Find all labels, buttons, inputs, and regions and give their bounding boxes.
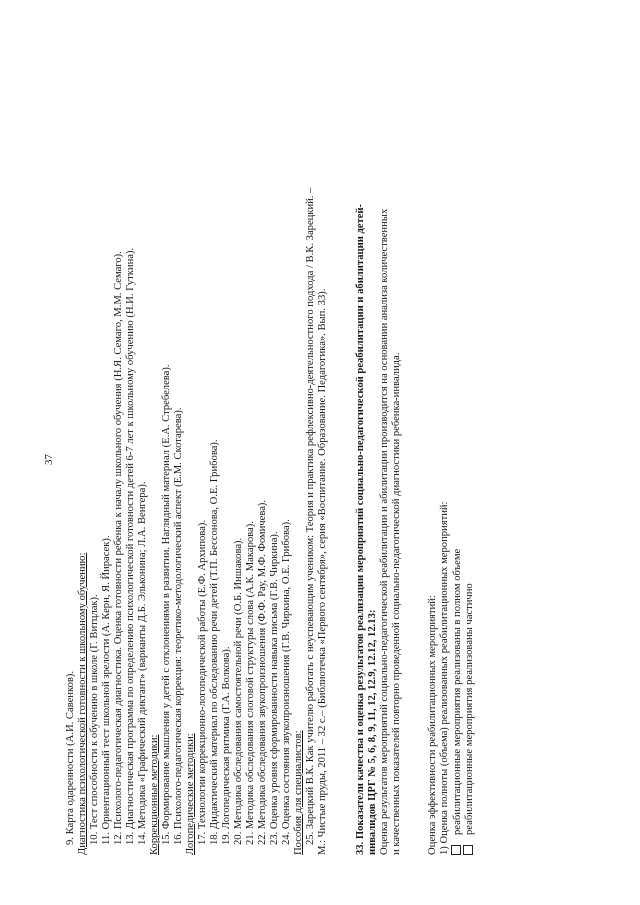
- list-item-22: 22. Методика обследования звукопроизношения (Ф.Ф. Рау, М.Ф. Фомичева).: [257, 499, 268, 845]
- list-item-13: 13. Диагностическая программа по определению психологической готовности детей 6-7 лет к школьному обучению (Н.И. Гуткина).: [125, 247, 136, 845]
- list-item-19: 19. Логопедическая ритмика (Г.А. Волкова).: [221, 646, 232, 845]
- list-item-21: 21. Методика обследования слоговой структуры слова (А.К. Макарова).: [245, 521, 256, 845]
- checkbox-label-partial: реабилитационные мероприятия реализованы частично: [464, 583, 475, 835]
- list-item-25: 25. Зарецкий В.К. Как учителю работать с неуспевающим учеником: Теория и практика рефлексивно-деятельностного подхода / В.К. Зарецкий. –: [305, 187, 316, 845]
- list-item-24: 24. Оценка состояния звукопроизношения (Г.В. Чиркина, О.Е. Грибова).: [281, 519, 292, 845]
- list-item-14: 14. Методика «Графический диктант» (варианты Д.Б. Эльконина; Л.А. Венгера).: [137, 481, 148, 845]
- section-33-title: 33. Показатели качества и оценка результатов реализации мероприятий социально-педагогической реабилитации и абилитации детей-: [355, 203, 366, 855]
- paragraph-assessment-continuation: и качественных показателей повторно проведенной социально-педагогической диагностики ребенка-инвалида.: [391, 352, 402, 855]
- checkbox-row-partial: [463, 583, 476, 855]
- checkbox-partial[interactable]: [463, 845, 473, 855]
- page-number: 37: [43, 454, 55, 465]
- list-item-16: 16. Психолого-педагогическая коррекция: теоретико-методологический аспект (Е.М. Скотарева).: [173, 407, 184, 845]
- list-item-17: 17. Технологии коррекционно-логопедической работы (Е.Ф. Архипова).: [197, 519, 208, 845]
- section-33-title-continuation: инвалидов ЦРГ № 5, 6, 8, 9, 11, 12, 12.9, 12.12, 12.13:: [367, 609, 378, 855]
- list-item-25-continuation: М.: Чистые пруды, 2011 – 32 с.– (Библиотечка «Первого сентября», серия «Воспитание. Образование. Педагогика». Вып. 33).: [317, 288, 328, 855]
- list-item-10: 10. Тест способности к обучению в школе (Г. Витцлак).: [89, 594, 100, 845]
- section-heading-correction: Коррекционные методики:: [149, 734, 160, 855]
- list-item-9: 9. Карта одаренности (А.И. Савенков).: [65, 670, 76, 845]
- paragraph-assessment: Оценка результатов мероприятий социально-педагогической реабилитации и абилитации производится на основании анализа количественных: [379, 208, 390, 855]
- section-heading-manuals: Пособия для специалистов:: [293, 730, 304, 855]
- section-heading-school-readiness: Диагностика психологической готовности к школьному обучению:: [77, 552, 88, 855]
- checkbox-full[interactable]: [451, 845, 461, 855]
- list-item-18: 18. Дидактический материал по обследованию речи детей (Т.П. Бессонова, О.Е. Грибова).: [209, 439, 220, 845]
- effectiveness-heading: Оценка эффективности реабилитационных мероприятий:: [427, 595, 438, 855]
- rotated-content: [25, 35, 625, 885]
- checkbox-label-full: реабилитационные мероприятия реализованы в полном объеме: [452, 548, 463, 835]
- effectiveness-item-1: 1) Оценка полноты (объема) реализованных реабилитационных мероприятий:: [439, 501, 450, 855]
- section-heading-speech-therapy: Логопедические методики:: [185, 733, 196, 855]
- list-item-20: 20. Методика обследования самостоятельной речи (О.Б. Иншакова).: [233, 537, 244, 845]
- list-item-23: 23. Оценка уровня сформированности навыка письма (Г.В. Чиркина).: [269, 531, 280, 845]
- list-item-11: 11. Ориентационный тест школьной зрелости (А. Керн, Я. Йирасек).: [101, 535, 112, 845]
- list-item-15: 15. Формирование мышления у детей с отклонениями в развитии. Наглядный материал (Е.А. Стребелева).: [161, 364, 172, 845]
- list-item-12: 12. Психолого-педагогическая диагностика. Оценка готовности ребенка к началу школьного обучения (Н.Я. Семаго, М.М. Семаго).: [113, 251, 124, 845]
